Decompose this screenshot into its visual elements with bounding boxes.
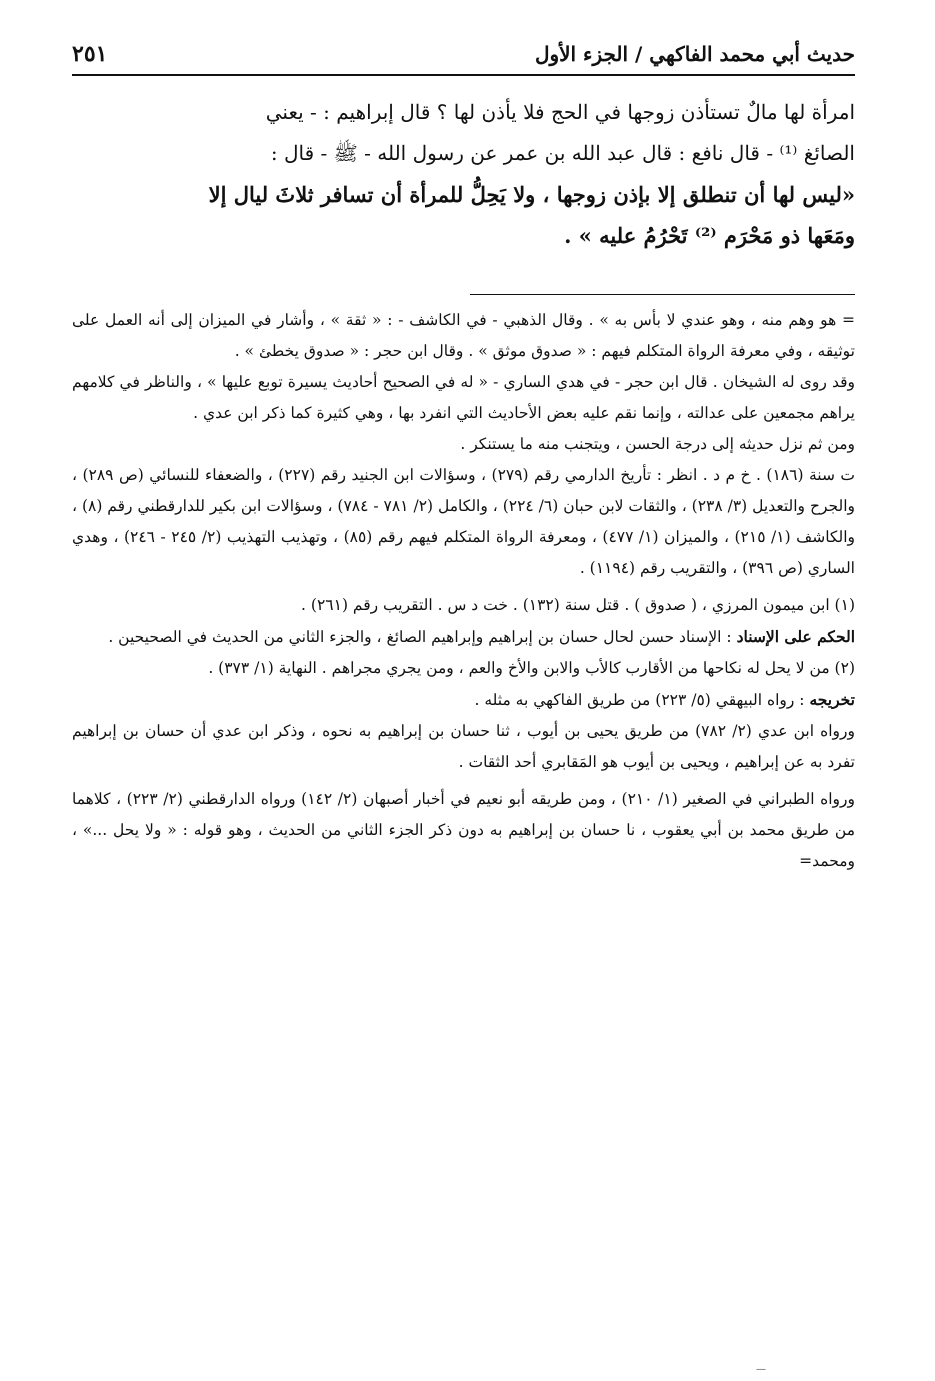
takhrij-label: تخريجه <box>809 690 855 709</box>
takhrij-paragraph <box>72 684 855 716</box>
scan-mark: — <box>756 1364 766 1375</box>
footnote-paragraph: ومن ثم نزل حديثه إلى درجة الحسن ، ويتجنب منه ما يستنكر . <box>460 435 855 453</box>
footnote-paragraph: وقد روى له الشيخان . قال ابن حجر - في هدي الساري - « له في الصحيح أحاديث يسيرة توبع عليها » ، والناظر في كلامهم يراهم مجمعين على عدالته ، وإنما نقم عليه بعض الأحاديث التي انفرد بها ، وهي كثيرة كما ذكر ابن عدي . <box>72 373 855 422</box>
footnotes-section <box>72 305 855 877</box>
main-line-4: ومَعَها ذو مَحْرَم ⁽²⁾ تَحْرُمُ عليه » . <box>564 223 855 248</box>
running-title: حديث أبي محمد الفاكهي / الجزء الأول <box>534 42 855 66</box>
footnote-references: ت سنة (١٨٦) . خ م د . انظر : تأريخ الدارمي رقم (٢٧٩) ، وسؤالات ابن الجنيد رقم (٢٢٧) ، والضعفاء للنسائي (ص ٢٨٩) ، والجرح والتعديل (٣/ ٢٣٨) ، والثقات لابن حبان (٦/ ٢٢٤) ، والكامل (٢/ ٧٨١ - ٧٨٤) ، وسؤالات ابن بكير للدارقطني رقم (٨) ، والكاشف (١/ ٢١٥) ، والميزان (١/ ٤٧٧) ، ومعرفة الرواة المتكلم فيهم رقم (٨٥) ، وتهذيب التهذيب (٢/ ٢٤٥ - ٢٤٦) ، وهدي الساري (ص ٣٩٦) ، والتقريب رقم (١١٩٤) . <box>72 466 856 577</box>
main-line-2: الصائغ ⁽¹⁾ - قال نافع : قال عبد الله بن عمر عن رسول الله - ﷺ - قال : <box>270 141 855 165</box>
footnote-paragraph: ورواه ابن عدي (٢/ ٧٨٢) من طريق يحيى بن أيوب ، ثنا حسان بن إبراهيم به نحوه ، وذكر ابن عدي أن حسان بن إبراهيم تفرد به عن إبراهيم ، ويحيى بن أيوب هو المَقابري أحد الثقات . <box>72 722 855 771</box>
footnote-2: (٢) من لا يحل له نكاحها من الأقارب كالأب والابن والأخ والعم ، ومن يجري مجراهم . النهاية (١/ ٣٧٣) . <box>208 659 855 677</box>
page-header <box>72 34 855 74</box>
footnote-paragraph: ورواه الطبراني في الصغير (١/ ٢١٠) ، ومن طريقه أبو نعيم في أخبار أصبهان (٢/ ١٤٢) ورواه الدارقطني (٢/ ٢٢٣) ، كلاهما من طريق محمد بن أبي يعقوب ، نا حسان بن إبراهيم به دون ذكر الجزء الثاني من الحديث ، وهو قوله : « ولا يحل ...» ، ومحمد= <box>72 790 855 870</box>
ruling-text: : الإسناد حسن لحال حسان بن إبراهيم وإبراهيم الصائغ ، والجزء الثاني من الحديث في الصحيحين . <box>108 628 732 646</box>
header-rule <box>72 74 855 76</box>
main-hadith-text <box>72 92 855 256</box>
footnote-1: (١) ابن ميمون المرزي ، ( صدوق ) . قتل سنة (١٣٢) . خت د س . التقريب رقم (٢٦١) . <box>301 596 855 614</box>
main-line-3: «ليس لها أن تنطلق إلا بإذن زوجها ، ولا يَحِلُّ للمرأة أن تسافر ثلاثَ ليال إلا <box>208 182 855 207</box>
ruling-paragraph <box>72 621 855 653</box>
footnote-separator <box>470 294 855 295</box>
ruling-label: الحكم على الإسناد <box>736 627 855 646</box>
main-line-1: امرأة لها مالٌ تستأذن زوجها في الحج فلا يأذن لها ؟ قال إبراهيم : - يعني <box>265 100 855 124</box>
page-number: ٢٥١ <box>72 41 108 67</box>
footnote-continuation: = هو وهم منه ، وهو عندي لا بأس به » . وقال الذهبي - في الكاشف - : « ثقة » ، وأشار في الميزان إلى أنه العمل على توثيقه ، وفي معرفة الرواة المتكلم فيهم : « صدوق موثق » . وقال ابن حجر : « صدوق يخطئ » . <box>72 311 855 360</box>
takhrij-text: : رواه البيهقي (٥/ ٢٢٣) من طريق الفاكهي به مثله . <box>474 691 805 709</box>
